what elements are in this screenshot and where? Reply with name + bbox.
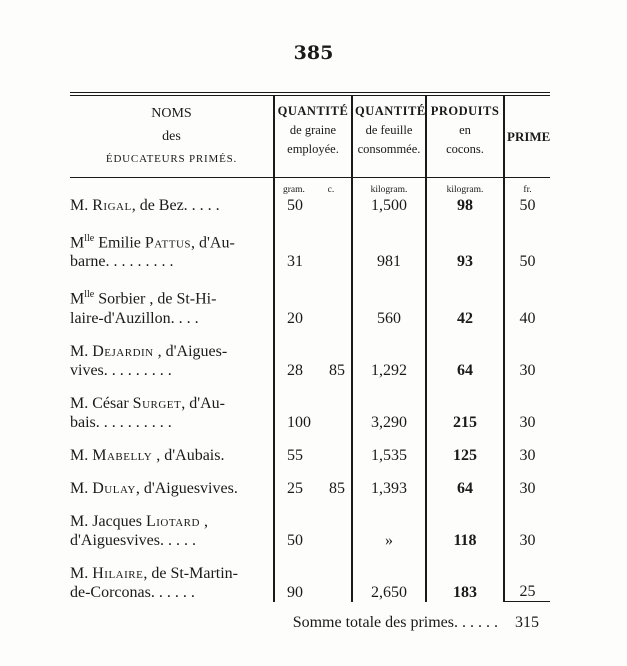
graine-grams: 50 [287,197,303,214]
units-graine [274,178,352,197]
graine-cell [274,229,352,271]
header-graine-line: QUANTITÉ [277,104,349,118]
name-rest: , d'Aigues- [153,342,228,360]
table-row [70,196,550,215]
table-row [70,564,550,602]
graine-grams: 31 [287,253,303,271]
prime-cell: 30 [504,479,550,498]
name-prefix: M [70,290,85,308]
produits-cell: 118 [426,512,504,550]
units-produits: kilogram. [426,178,504,197]
table-header [70,94,550,178]
graine-centigrams: 85 [329,361,345,379]
name-prefix-sup: lle [84,233,95,244]
feuille-cell: 3,290 [352,394,426,432]
header-names-line: des [162,129,181,144]
name-rest: , d'Au- [181,394,225,412]
prime-cell: 30 [504,394,550,432]
name-line2: laire-d'Auzillon. . . . [70,309,199,327]
feuille-cell: 560 [352,285,426,327]
name-surname: Hilaire [92,564,144,582]
feuille-cell: » [352,512,426,550]
graine-centigrams: 85 [329,479,345,497]
name-line2: barne. . . . . . . . . [70,253,174,271]
educator-name [70,196,274,215]
name-prefix: M. [70,564,89,582]
header-produits-line: cocons. [446,142,484,156]
educator-name [70,564,274,602]
header-graine-line: employée. [287,142,339,156]
educator-name [70,229,274,271]
header-feuille-line: de feuille [365,123,413,137]
produits-cell: 215 [426,394,504,432]
prime-cell: 30 [504,342,550,380]
graine-cell [274,479,352,498]
graine-grams: 25 [287,479,303,497]
header-prime: PRIME [504,94,550,178]
feuille-cell: 1,535 [352,446,426,465]
units-feuille: kilogram. [352,178,426,197]
educator-name [70,512,274,550]
graine-grams: 20 [287,309,303,327]
produits-cell: 93 [426,229,504,271]
table-body [70,178,550,602]
header-names-line: NOMS [151,106,192,121]
name-prefix: M. [70,342,89,360]
table-row [70,229,550,271]
name-surname: Mabelly [92,446,153,464]
educator-name [70,446,274,465]
header-feuille [352,94,426,178]
produits-cell: 125 [426,446,504,465]
page-number: 385 [293,42,334,64]
table-row [70,512,550,550]
prime-cell: 30 [504,446,550,465]
name-rest: , de St-Martin- [143,564,238,582]
name-given: César [92,394,133,412]
name-surname: Liotard [146,512,200,530]
header-names [70,94,274,178]
name-given: Sorbier , de St-Hi- [98,290,217,308]
name-line2: d'Aiguesvives. . . . . [70,531,196,549]
name-prefix-sup: lle [84,289,95,301]
name-surname: Surget [132,394,182,412]
header-produits-line: en [459,123,471,137]
prime-cell: 25 [504,564,550,602]
unit-gram: gram. [283,185,305,195]
graine-cell [274,446,352,465]
graine-grams: 50 [287,531,303,549]
name-given: Jacques [92,512,146,530]
unit-c: c. [327,185,335,195]
name-prefix: M. [70,197,89,214]
name-rest: , d'Au- [191,234,235,252]
graine-grams: 55 [287,446,303,464]
header-produits [426,94,504,178]
header-produits-line: PRODUITS [430,104,500,118]
total-label: Somme totale des primes. . . . . . [292,613,498,631]
graine-cell [274,512,352,550]
total-value: 315 [504,602,550,636]
feuille-cell: 981 [352,229,426,271]
prime-cell: 30 [504,512,550,550]
header-feuille-line: consommée. [357,142,421,156]
name-surname: Dejardin [92,342,154,360]
header-graine-line: de graine [289,123,337,137]
name-given: Emilie [98,234,145,252]
name-rest: , de Bez. . . . . [131,197,220,214]
name-surname: Pattus [144,234,192,252]
feuille-cell: 2,650 [352,564,426,602]
graine-cell [274,342,352,380]
table-row [70,342,550,380]
header-feuille-line: QUANTITÉ [355,104,426,118]
units-row [70,178,550,197]
header-graine [274,94,352,178]
name-rest: , d'Aubais. [152,446,225,464]
prime-cell: 40 [504,285,550,327]
feuille-cell: 1,292 [352,342,426,380]
name-prefix: M [70,234,85,252]
educator-name [70,394,274,432]
produits-cell: 98 [426,196,504,215]
name-prefix: M. [70,394,89,412]
prime-cell: 50 [504,229,550,271]
prize-table [70,92,550,635]
name-line2: vives. . . . . . . . . [70,361,172,379]
graine-grams: 28 [287,361,303,379]
header-names-line: ÉDUCATEURS PRIMÉS. [105,153,238,165]
feuille-cell: 1,393 [352,479,426,498]
graine-cell [274,196,352,215]
graine-grams: 90 [287,583,303,601]
table-row [70,285,550,327]
table-row [70,394,550,432]
prime-cell: 50 [504,196,550,215]
name-surname: Dulay [92,479,136,497]
graine-cell [274,564,352,602]
produits-cell: 64 [426,479,504,498]
name-rest: , d'Aiguesvives. [135,479,238,497]
graine-cell [274,394,352,432]
name-prefix: M. [70,479,89,497]
produits-cell: 64 [426,342,504,380]
educator-name [70,342,274,380]
educator-name [70,479,274,498]
graine-cell [274,285,352,327]
table-footer [70,602,550,636]
produits-cell: 183 [426,564,504,602]
name-line2: bais. . . . . . . . . . [70,413,172,431]
name-prefix: M. [70,446,89,464]
produits-cell: 42 [426,285,504,327]
name-line2: de-Corconas. . . . . . [70,583,195,601]
graine-grams: 100 [287,413,311,431]
feuille-cell: 1,500 [352,196,426,215]
table-row [70,446,550,465]
table-row [70,479,550,498]
name-surname: Rigal [92,197,132,214]
name-rest: , [199,512,208,530]
units-prime: fr. [504,178,550,197]
units-name-cell [70,178,274,197]
educator-name [70,285,274,327]
name-prefix: M. [70,512,89,530]
